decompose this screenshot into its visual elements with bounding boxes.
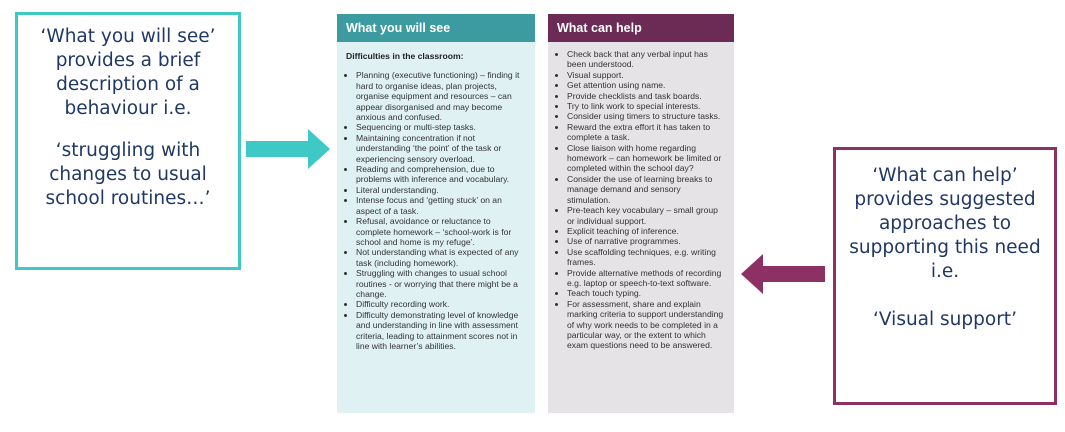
list-item: • Try to link work to special interests. [567,101,726,111]
list-item: • Provide alternative methods of recording e.g. laptop or speech-to-text software. [567,268,726,289]
left-callout-box [15,12,241,270]
right-callout-box [833,147,1057,405]
left-callout-description: ‘What you will see’ provides a brief description of a behaviour i.e. [40,26,216,120]
list-item: • Consider using timers to structure tasks. [567,111,726,121]
right-callout-description: ‘What can help’ provides suggested approaches to supporting this need i.e. [849,165,1041,283]
list-item: • Reading and comprehension, due to problems with inference and vocabulary. [356,164,527,185]
left-callout-example: ‘struggling with changes to usual school routines…’ [45,140,211,210]
list-item: • Difficulty demonstrating level of knowledge and understanding in line with assessment criteria, leading to attainment scores not in line with learner’s abilities. [356,310,527,352]
see-panel-title: What you will see [337,14,535,42]
list-item: • Reward the extra effort it has taken to complete a task. [567,122,726,143]
help-panel-body [548,42,734,351]
list-item: • Pre-teach key vocabulary – small group or individual support. [567,205,726,226]
list-item: • Close liaison with home regarding homework – can homework be limited or completed within the school day? [567,143,726,174]
list-item: • Maintaining concentration if not understanding ‘the point’ of the task or experiencing sensory overload. [356,133,527,164]
list-item: • Consider the use of learning breaks to manage demand and sensory stimulation. [567,174,726,205]
purple-left-arrow-icon [741,254,825,294]
what-can-help-panel [548,14,734,413]
list-item: • Explicit teaching of inference. [567,226,726,236]
list-item: • For assessment, share and explain marking criteria to support understanding of why work needs to be completed in a particular way, or the extent to which exam questions need to be answered. [567,299,726,351]
list-item: • Refusal, avoidance or reluctance to complete homework – ‘school-work is for school and home is my refuge’. [356,216,527,247]
list-item: • Visual support. [567,70,726,80]
list-item: • Sequencing or multi-step tasks. [356,122,527,132]
list-item: • Difficulty recording work. [356,299,527,309]
see-panel-subheading: Difficulties in the classroom: [346,51,464,61]
list-item: • Struggling with changes to usual school routines - or worrying that there might be a change. [356,268,527,299]
list-item: • Provide checklists and task boards. [567,91,726,101]
what-you-will-see-panel [337,14,535,413]
see-panel-body [337,42,535,351]
list-item: • Use of narrative programmes. [567,236,726,246]
list-item: • Not understanding what is expected of any task (including homework). [356,247,527,268]
list-item: • Intense focus and ‘getting stuck’ on an aspect of a task. [356,195,527,216]
list-item: • Planning (executive functioning) – finding it hard to organise ideas, plan projects, organise equipment and resources – can appear disorganised and may become anxious and confused. [356,70,527,122]
list-item: • Check back that any verbal input has been understood. [567,49,726,70]
list-item: • Get attention using name. [567,80,726,90]
teal-right-arrow-icon [246,129,330,169]
list-item: • Teach touch typing. [567,288,726,298]
right-callout-example: ‘Visual support’ [873,309,1017,331]
see-panel-list [346,70,527,351]
help-panel-title: What can help [548,14,734,42]
help-panel-list [557,49,726,351]
list-item: • Use scaffolding techniques, e.g. writing frames. [567,247,726,268]
list-item: • Literal understanding. [356,185,527,195]
